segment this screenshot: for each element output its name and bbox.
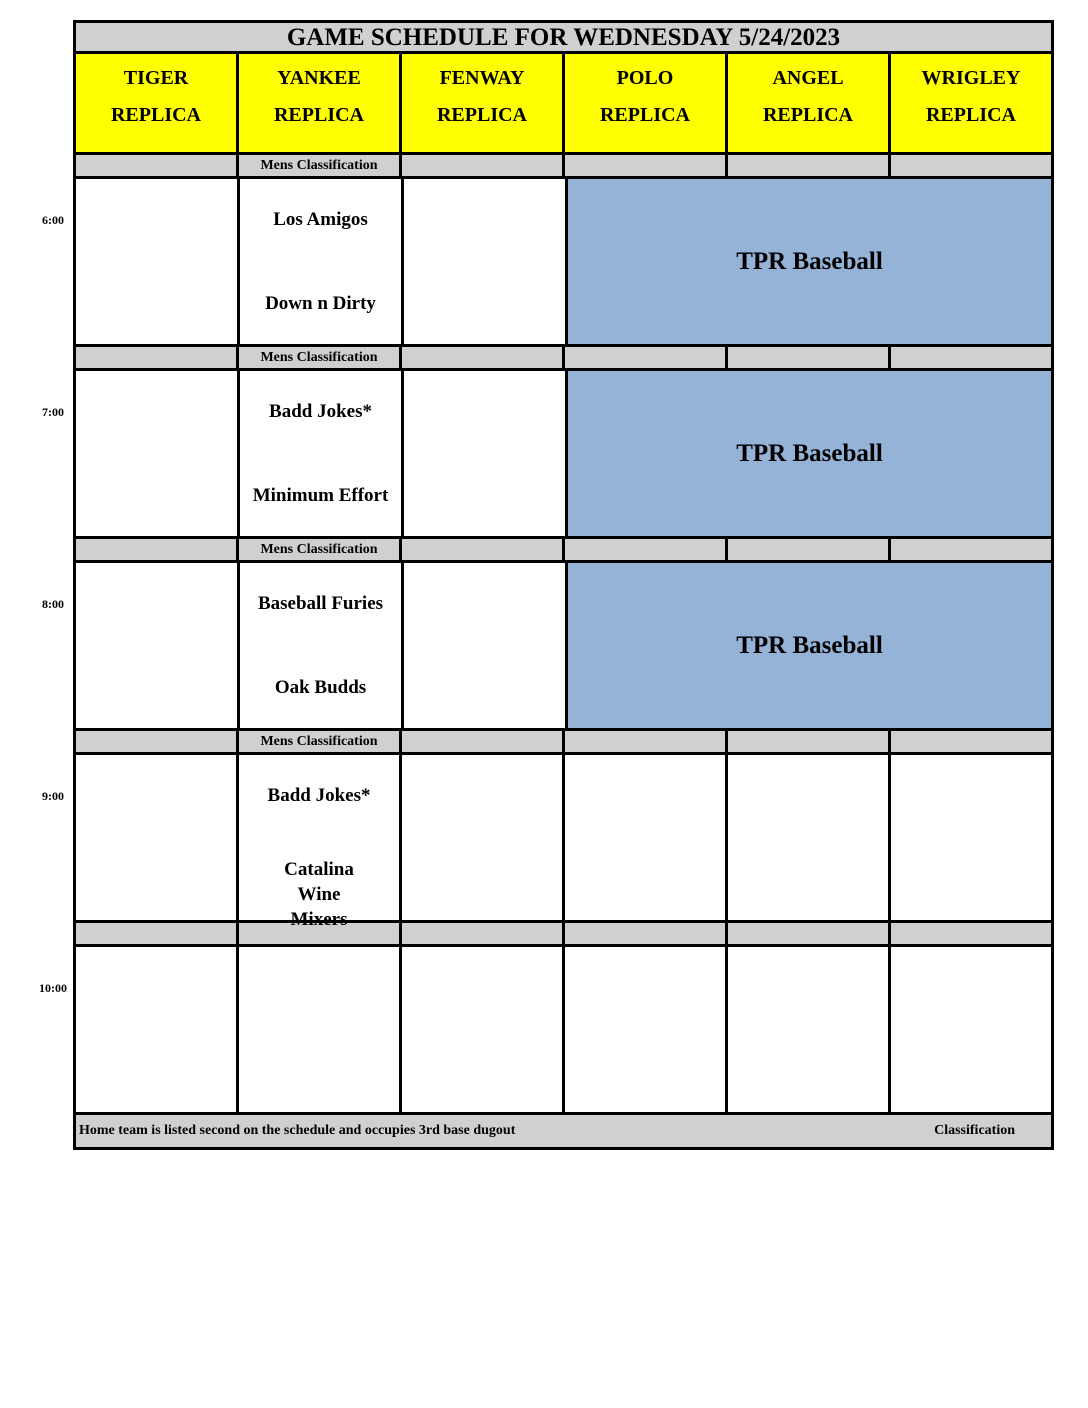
classification-cell	[891, 347, 1054, 368]
classification-cell	[402, 347, 565, 368]
classification-cell	[728, 347, 891, 368]
field-subtitle: REPLICA	[110, 104, 201, 126]
slot-cell-angel	[728, 947, 891, 1112]
classification-cell	[891, 539, 1054, 560]
field-subtitle: REPLICA	[762, 104, 853, 126]
field-header-fenway	[402, 54, 565, 152]
field-header-tiger	[76, 54, 239, 152]
reserved-block: TPR Baseball	[568, 371, 1054, 536]
time-label: 9:00	[42, 789, 64, 803]
field-header-yankee	[239, 54, 402, 152]
classification-cell	[565, 923, 728, 944]
slot-cell-tiger	[76, 755, 239, 920]
reserved-block: TPR Baseball	[568, 179, 1054, 344]
classification-cell	[402, 155, 565, 176]
slot-cell-polo	[565, 947, 728, 1112]
home-team: Catalina Wine Mixers	[284, 859, 354, 930]
slot-cell-wrigley	[891, 947, 1054, 1112]
away-team: Los Amigos	[273, 209, 368, 230]
time-label: 8:00	[42, 597, 64, 611]
slot-cell-yankee	[240, 563, 404, 728]
slot-cell-fenway	[402, 755, 565, 920]
field-subtitle: REPLICA	[436, 104, 527, 126]
field-header-angel	[728, 54, 891, 152]
classification-row	[73, 539, 1054, 563]
classification-cell	[402, 539, 565, 560]
classification-cell	[891, 155, 1054, 176]
field-subtitle: REPLICA	[273, 104, 364, 126]
classification-row	[73, 731, 1054, 755]
classification-cell	[728, 731, 891, 752]
home-team-note: Home team is listed second on the schedule and occupies 3rd base dugout	[79, 1123, 516, 1138]
schedule-title: GAME SCHEDULE FOR WEDNESDAY 5/24/2023	[73, 20, 1054, 54]
classification-cell	[565, 347, 728, 368]
slot-cell-tiger	[76, 371, 240, 536]
classification-cell	[728, 539, 891, 560]
schedule-sheet	[39, 20, 1054, 1150]
classification-cell	[402, 731, 565, 752]
slot-cell-tiger	[76, 179, 240, 344]
away-team: Badd Jokes*	[269, 401, 372, 422]
classification-cell-yankee: Mens Classification	[239, 155, 402, 176]
slot-cell-fenway	[402, 947, 565, 1112]
classification-cell	[565, 155, 728, 176]
classification-cell	[891, 923, 1054, 944]
field-name: TIGER	[123, 67, 189, 89]
slot-cell-fenway	[404, 179, 568, 344]
classification-cell	[76, 731, 239, 752]
classification-row	[73, 347, 1054, 371]
field-name: WRIGLEY	[921, 67, 1021, 89]
home-team: Minimum Effort	[252, 485, 389, 506]
slot-cell-angel	[728, 755, 891, 920]
field-header-wrigley	[891, 54, 1054, 152]
classification-cell-yankee: Mens Classification	[239, 731, 402, 752]
classification-cell	[891, 731, 1054, 752]
reserved-block: TPR Baseball	[568, 563, 1054, 728]
classification-row	[73, 155, 1054, 179]
time-slot-row	[39, 947, 1054, 1115]
home-team: Oak Budds	[274, 677, 367, 698]
field-subtitle: REPLICA	[925, 104, 1016, 126]
classification-cell	[76, 539, 239, 560]
field-name: YANKEE	[277, 67, 361, 89]
slot-cell-yankee	[240, 179, 404, 344]
time-slot-row	[42, 563, 1054, 731]
field-header-row	[73, 54, 1054, 155]
classification-cell	[565, 731, 728, 752]
classification-cell	[565, 539, 728, 560]
time-slot-row	[42, 179, 1054, 347]
classification-cell	[76, 923, 239, 944]
time-slot-row	[42, 371, 1054, 539]
slot-cell-yankee	[240, 371, 404, 536]
time-label: 6:00	[42, 213, 64, 227]
slot-cell-yankee	[239, 755, 402, 930]
classification-cell	[728, 923, 891, 944]
slot-cell-fenway	[404, 371, 568, 536]
classification-cell	[76, 347, 239, 368]
away-team: Baseball Furies	[257, 593, 384, 614]
slot-cell-wrigley	[891, 755, 1054, 920]
slot-cell-fenway	[404, 563, 568, 728]
slot-cell-tiger	[76, 947, 239, 1112]
field-name: ANGEL	[772, 67, 844, 89]
time-label: 7:00	[42, 405, 64, 419]
slot-cell-tiger	[76, 563, 240, 728]
home-team: Down n Dirty	[265, 293, 376, 314]
time-slot-row	[42, 755, 1054, 930]
slot-cell-polo	[565, 755, 728, 920]
classification-cell	[402, 923, 565, 944]
field-subtitle: REPLICA	[599, 104, 690, 126]
field-name: FENWAY	[439, 67, 525, 89]
footer-row	[73, 1115, 1054, 1150]
away-team: Badd Jokes*	[267, 785, 371, 806]
classification-cell-yankee: Mens Classification	[239, 539, 402, 560]
classification-row	[73, 923, 1054, 947]
time-label: 10:00	[39, 981, 67, 995]
footer-classification-label: Classification	[934, 1123, 1015, 1138]
field-header-polo	[565, 54, 728, 152]
classification-cell-yankee: Mens Classification	[239, 347, 402, 368]
slot-cell-yankee	[239, 947, 402, 1112]
classification-cell	[76, 155, 239, 176]
classification-cell	[728, 155, 891, 176]
field-name: POLO	[616, 67, 674, 89]
